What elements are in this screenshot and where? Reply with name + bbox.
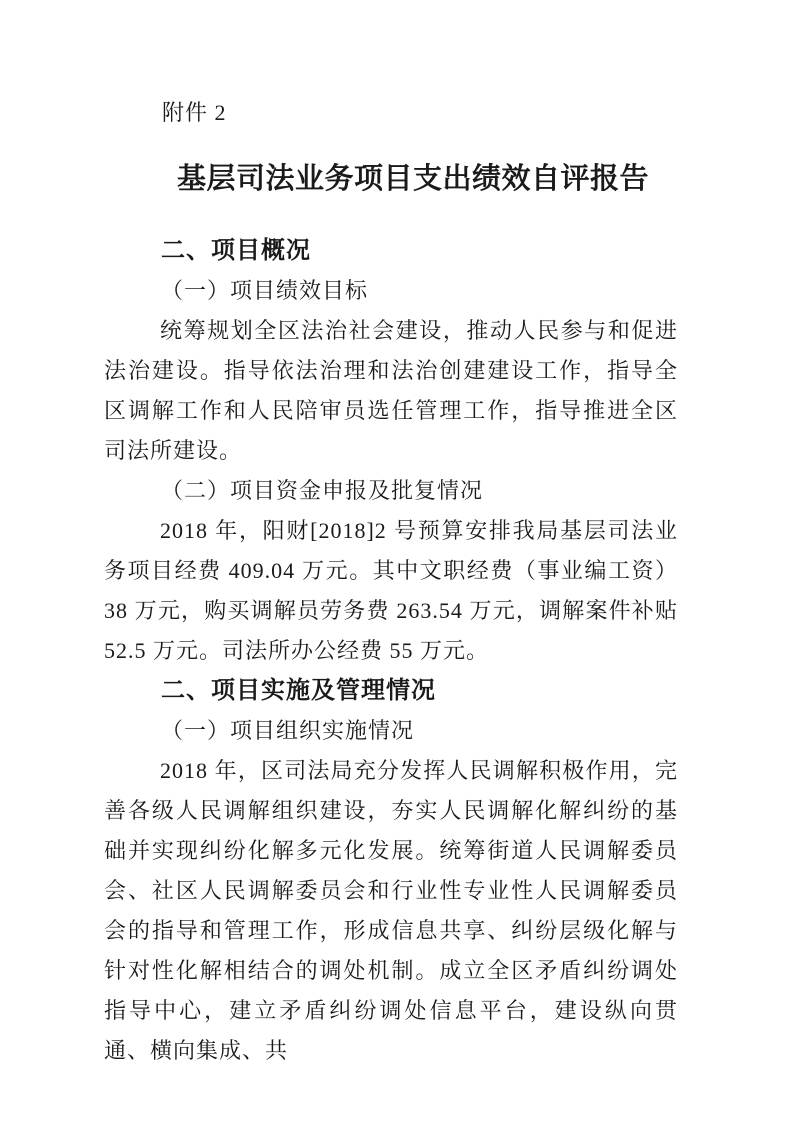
document-title: 基层司法业务项目支出绩效自评报告 (176, 163, 649, 195)
paragraph-fund-declaration: 2018 年，阳财[2018]2 号预算安排我局基层司法业务项目经费 409.04 万元。其中文职经费（事业编工资）38 万元，购买调解员劳务费 263.54 万元，调解案件补贴 52.5 万元。司法所办公经费 55 万元。 (104, 518, 678, 663)
paragraph-performance-goal: 统筹规划全区法治社会建设，推动人民参与和促进法治建设。指导依法治理和法治创建建设工作，指导全区调解工作和人民陪审员选任管理工作，指导推进全区司法所建设。 (104, 318, 678, 463)
section-heading-project-overview: 二、项目概况 (161, 237, 311, 264)
section-heading-implementation-management: 二、项目实施及管理情况 (161, 677, 436, 704)
paragraph-organization-implementation: 2018 年，区司法局充分发挥人民调解积极作用，完善各级人民调解组织建设，夯实人民调解化解纠纷的基础并实现纠纷化解多元化发展。统筹街道人民调解委员会、社区人民调解委员会和行业性专业性人民调解委员会的指导和管理工作，形成信息共享、纠纷层级化解与针对性化解相结合的调处机制。成立全区矛盾纠纷调处指导中心，建立矛盾纠纷调处信息平台，建设纵向贯通、横向集成、共 (104, 758, 678, 1063)
subheading-organization-implementation: （一）项目组织实施情况 (161, 718, 415, 743)
subheading-performance-goal: （一）项目绩效目标 (161, 278, 369, 303)
section-implementation-management (104, 671, 678, 1071)
subheading-fund-declaration: （二）项目资金申报及批复情况 (161, 478, 484, 503)
section-project-overview (104, 231, 678, 671)
attachment-label: 附件 2 (162, 100, 227, 125)
